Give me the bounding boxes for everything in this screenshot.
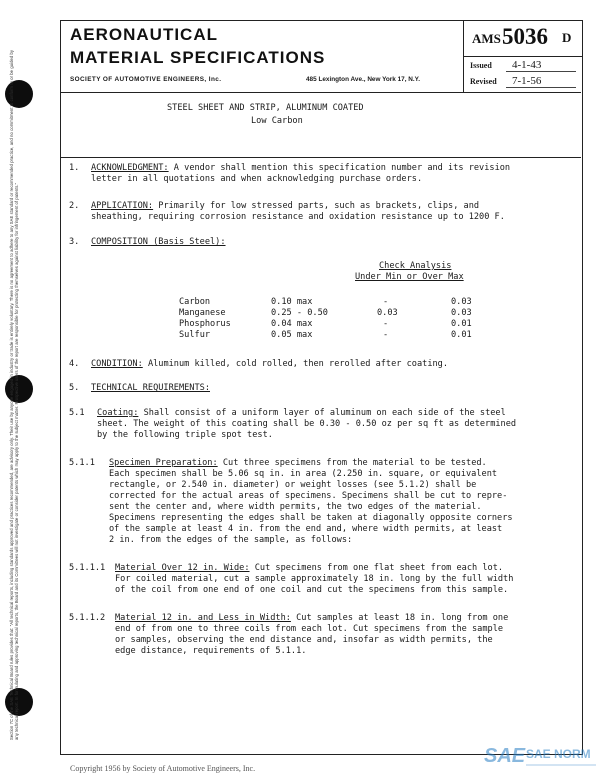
document-title: STEEL SHEET AND STRIP, ALUMINUM COATED xyxy=(167,103,364,113)
composition-range: 0.05 max xyxy=(271,330,313,340)
section-5-1-text1: Shall consist of a uniform layer of aluminum on each side of the steel xyxy=(143,408,506,418)
section-3-heading: COMPOSITION (Basis Steel): xyxy=(91,237,226,247)
composition-under: 0.03 xyxy=(377,308,398,318)
ams-number: 5036 xyxy=(502,24,548,49)
section-5-1-1-2-line4: edge distance, requirements of 5.1.1. xyxy=(115,646,307,656)
composition-under: - xyxy=(383,330,389,340)
title-block xyxy=(61,21,463,93)
section-5-1-1-2-heading: Material 12 in. and Less in Width: xyxy=(115,613,291,623)
section-1-number: 1. xyxy=(69,163,80,173)
composition-under: - xyxy=(383,297,389,307)
check-analysis-header: Check Analysis xyxy=(379,261,452,271)
footer-copyright: Copyright 1956 by Society of Automotive Engineers, Inc. xyxy=(70,764,256,773)
section-5-1-1-number: 5.1.1 xyxy=(69,458,95,468)
section-5-1-heading: Coating: xyxy=(97,408,139,418)
revised-row xyxy=(470,75,542,87)
ams-number-box xyxy=(464,21,582,57)
section-5-1-1-2-line3: or samples, observing the end distance and, insofar as width permits, the xyxy=(115,635,493,645)
section-5-number: 5. xyxy=(69,383,80,393)
watermark-text: SAE NORM xyxy=(526,747,591,761)
composition-element: Manganese xyxy=(179,308,226,318)
section-5-1-1-2-line2: end of from one to three coils from each lot. Cut specimens from the sample xyxy=(115,624,504,634)
section-5-heading: TECHNICAL REQUIREMENTS: xyxy=(91,383,210,393)
document-subtitle: Low Carbon xyxy=(251,116,303,126)
section-5-1-1-heading: Specimen Preparation: xyxy=(109,458,218,468)
section-5-1-1-line7: of the sample at least 4 in. from the end and, where width permits, at least xyxy=(109,524,503,534)
composition-under: - xyxy=(383,319,389,329)
composition-range: 0.04 max xyxy=(271,319,313,329)
section-5-1-1-line3: rectangle, or 2.540 in. diameter) or weight losses (see 5.1.2) shall be xyxy=(109,480,477,490)
section-5-1-1-2-line1 xyxy=(115,613,508,624)
section-2-line1 xyxy=(91,201,479,212)
issued-date: 4-1-43 xyxy=(512,59,542,71)
revised-date: 7-1-56 xyxy=(512,75,542,87)
section-5-1-line3: by the following triple spot test. xyxy=(97,430,273,440)
section-1-text1: A vendor shall mention this specification number and its revision xyxy=(173,163,511,173)
section-1-heading: ACKNOWLEDGMENT: xyxy=(91,163,169,173)
section-4-line1 xyxy=(91,359,448,370)
section-1-line1 xyxy=(91,163,510,174)
section-3-number: 3. xyxy=(69,237,80,247)
section-5-1-1-line5: sent the center and, where width permits, the two edges of the material. xyxy=(109,502,482,512)
watermark-logo-text: SAE xyxy=(484,745,526,767)
ams-revision-letter: D xyxy=(562,30,572,45)
composition-over: 0.01 xyxy=(451,330,472,340)
composition-over: 0.01 xyxy=(451,319,472,329)
section-5-1-1-1-heading: Material Over 12 in. Wide: xyxy=(115,563,250,573)
society-address: 485 Lexington Ave., New York 17, N.Y. xyxy=(306,76,421,83)
spec-id-block xyxy=(463,21,581,93)
section-4-number: 4. xyxy=(69,359,80,369)
issued-row xyxy=(470,59,542,71)
ams-prefix: AMS xyxy=(472,31,501,46)
section-5-1-1-1-line1 xyxy=(115,563,503,574)
issued-underline xyxy=(506,71,576,72)
revised-label: Revised xyxy=(470,77,497,86)
section-4-heading: CONDITION: xyxy=(91,359,143,369)
section-5-1-1-line6: Specimens representing the edges shall be taken at diagonally opposite corners xyxy=(109,513,513,523)
composition-range: 0.10 max xyxy=(271,297,313,307)
revised-underline xyxy=(506,87,576,88)
section-2-text1: Primarily for low stressed parts, such as brackets, clips, and xyxy=(158,201,480,211)
section-5-1-1-line4: corrected for the actual areas of specimens. Specimens shall be cut to repre- xyxy=(109,491,508,501)
sae-norm-watermark xyxy=(482,738,598,772)
society-name: SOCIETY OF AUTOMOTIVE ENGINEERS, Inc. xyxy=(70,76,222,83)
section-5-1-1-line1 xyxy=(109,458,487,469)
composition-element: Sulfur xyxy=(179,330,211,340)
section-5-1-1-text1: Cut three specimens from the material to be tested. xyxy=(222,458,487,468)
specification-page xyxy=(60,20,583,755)
section-2-line2: sheathing, requiring corrosion resistance and oxidation resistance up to 1200 F. xyxy=(91,212,505,222)
section-5-1-line1 xyxy=(97,408,506,419)
document-header xyxy=(61,21,581,93)
section-4-text: Aluminum killed, cold rolled, then rerolled after coating. xyxy=(147,359,449,369)
section-5-1-1-1-line3: of the coil from one end of one coil and cut the specimens from this sample. xyxy=(115,585,509,595)
composition-over: 0.03 xyxy=(451,297,472,307)
issued-label: Issued xyxy=(470,61,492,70)
section-1-line2: letter in all quotations and when acknowledging purchase orders. xyxy=(91,174,423,184)
section-5-1-1-line2: Each specimen shall be 5.06 sq in. in area (2.250 in. square, or equivalent xyxy=(109,469,498,479)
check-analysis-subheader: Under Min or Over Max xyxy=(355,272,464,282)
section-5-1-1-1-line2: For coiled material, cut a sample approximately 18 in. long by the full width xyxy=(115,574,514,584)
section-2-number: 2. xyxy=(69,201,80,211)
header-title-line2: MATERIAL SPECIFICATIONS xyxy=(70,48,326,67)
section-5-1-1-1-text1: Cut specimens from one flat sheet from each lot. xyxy=(254,563,504,573)
society-line xyxy=(70,76,460,83)
section-2-heading: APPLICATION: xyxy=(91,201,154,211)
section-5-1-1-1-number: 5.1.1.1 xyxy=(69,563,106,573)
section-5-1-1-2-text1: Cut samples at least 18 in. long from one xyxy=(296,613,509,623)
side-legal-notice: Section 7C of the SAE Technical Board rules provides that: "All technical reports, including standards approved and practices recommended, are advisory only. Their use by anyone engaged in industry or trade is entirely voluntary. There is no agreement to adhere to any SAE standard or recommended practice, and no commitment to conform to or be guided by any technical report. In formulating and approving technical reports, the Board and its Committees will not investigate or consider patents which may apply to the subject matter. Prospective users of the report are responsible for protecting themselves against liability for infringement of patents." xyxy=(9,50,20,740)
section-5-1-1-2-number: 5.1.1.2 xyxy=(69,613,106,623)
section-5-1-line2: sheet. The weight of this coating shall be 0.30 - 0.50 oz per sq ft as determined xyxy=(97,419,517,429)
composition-element: Carbon xyxy=(179,297,211,307)
spec-title-area xyxy=(61,93,581,158)
composition-over: 0.03 xyxy=(451,308,472,318)
composition-element: Phosphorus xyxy=(179,319,231,329)
section-5-1-number: 5.1 xyxy=(69,408,85,418)
header-title-line1: AERONAUTICAL xyxy=(70,25,218,44)
section-5-1-1-line8: 2 in. from the edges of the sample, as follows: xyxy=(109,535,353,545)
composition-range: 0.25 - 0.50 xyxy=(271,308,328,318)
